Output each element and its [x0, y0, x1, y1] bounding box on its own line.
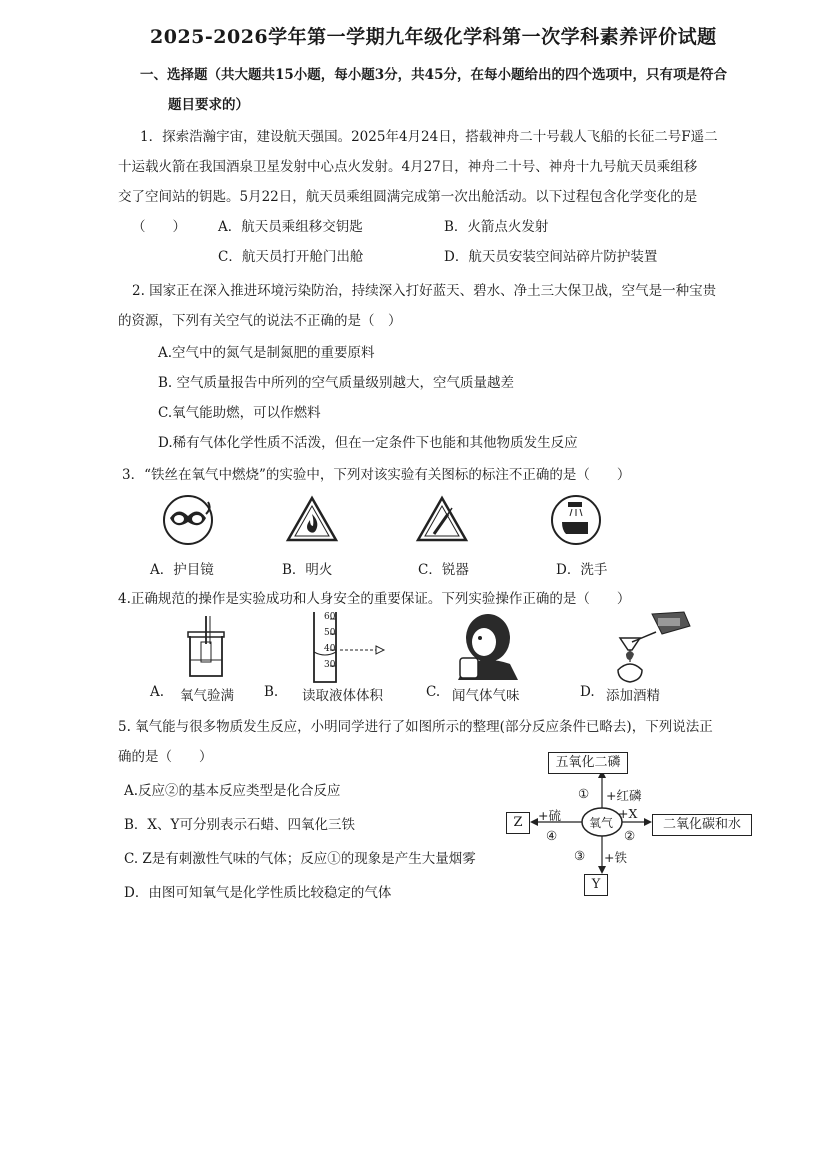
q1-option-d: D．航天员安装空间站碎片防护装置 — [444, 249, 658, 265]
q3-option-d: D．洗手 — [556, 562, 608, 578]
oxygen-test-bottle-icon — [184, 614, 230, 680]
q3-text: 3．“铁丝在氧气中燃烧”的实验中，下列对该实验有关图标的标注不正确的是（ ） — [122, 467, 631, 483]
alcohol-lamp-filling-illustration — [612, 608, 700, 688]
q1-answer-bracket: （ ） — [132, 219, 186, 235]
q4-option-b-letter: B. — [264, 684, 279, 700]
q1-option-a: A．航天员乘组移交钥匙 — [218, 219, 363, 235]
q4-option-a-letter: A. — [150, 684, 165, 700]
diagram-label-sulfur: +硫 — [538, 808, 561, 823]
hand-wash-icon — [548, 494, 604, 546]
q5-option-d: D．由图可知氧气是化学性质比较稳定的气体 — [124, 885, 392, 901]
q5-text-line2: 确的是（ ） — [118, 749, 213, 765]
diagram-label-iron: +铁 — [604, 850, 627, 865]
diagram-box-y: Y — [584, 874, 608, 896]
diagram-label-4: ④ — [546, 828, 558, 843]
q1-text-line3: 交了空间站的钥匙。5月22日，航天员乘组圆满完成第一次出舱活动。以下过程包含化学变化的是 — [118, 189, 698, 205]
q2-option-a: A.空气中的氮气是制氮肥的重要原料 — [158, 345, 375, 361]
q4-option-a-text: 氧气验满 — [180, 688, 234, 704]
diagram-box-co2-water: 二氧化碳和水 — [652, 814, 752, 836]
diagram-label-1: ① — [578, 786, 590, 801]
q1-option-c: C．航天员打开舱门出舱 — [218, 249, 364, 265]
q5-text-line1: 5. 氧气能与很多物质发生反应，小明同学进行了如图所示的整理(部分反应条件已略去)，下列说法正 — [118, 719, 713, 735]
open-flame-icon — [284, 494, 340, 546]
section-header-cont: 题目要求的） — [168, 97, 249, 113]
q4-text: 4.正确规范的操作是实验成功和人身安全的重要保证。下列实验操作正确的是（ ） — [118, 591, 631, 607]
q3-option-b: B．明火 — [282, 562, 333, 578]
q2-text-line1: 2. 国家正在深入推进环境污染防治，持续深入打好蓝天、碧水、净土三大保卫战，空气是一种宝贵 — [132, 283, 717, 299]
page-title: 2025-2026学年第一学期九年级化学科第一次学科素养评价试题 — [150, 26, 717, 48]
q4-option-c-letter: C. — [426, 684, 441, 700]
sharp-object-icon — [414, 494, 470, 546]
q1-option-b: B．火箭点火发射 — [444, 219, 549, 235]
diagram-center-oxygen: 氧气 — [589, 816, 614, 830]
cylinder-tick-40: 40 — [324, 644, 336, 654]
q2-text-line2: 的资源，下列有关空气的说法不正确的是（ ） — [118, 313, 402, 329]
cylinder-tick-50: 50 — [324, 628, 336, 638]
q5-option-a: A.反应②的基本反应类型是化合反应 — [124, 783, 341, 799]
section-header: 一、选择题（共大题共15小题，每小题3分，共45分，在每小题给出的四个选项中，只有项是符合 — [140, 67, 727, 83]
q3-option-a: A．护目镜 — [150, 562, 214, 578]
diagram-label-3: ③ — [574, 848, 586, 863]
diagram-box-z: Z — [506, 812, 530, 834]
q4-option-c-text: 闻气体气味 — [452, 688, 520, 704]
smelling-gas-illustration — [448, 612, 524, 680]
q2-option-c: C.氧气能助燃，可以作燃料 — [158, 405, 321, 421]
cylinder-tick-30: 30 — [324, 660, 336, 670]
q1-text-line1: 1．探索浩瀚宇宙，建设航天强国。2025年4月24日，搭载神舟二十号载人飞船的长征二号F遥二 — [140, 129, 718, 145]
diagram-label-x: +X — [618, 806, 638, 821]
cylinder-tick-60: 60 — [324, 612, 336, 622]
q3-option-c: C．锐器 — [418, 562, 469, 578]
goggles-icon — [160, 494, 216, 546]
q2-option-b: B. 空气质量报告中所列的空气质量级别越大，空气质量越差 — [158, 375, 515, 391]
q4-option-d-letter: D. — [580, 684, 595, 700]
q5-option-c: C. Z是有刺激性气味的气体；反应①的现象是产生大量烟雾 — [124, 851, 476, 867]
diagram-label-2: ② — [624, 828, 636, 843]
measuring-cylinder-icon — [308, 610, 398, 684]
q5-option-b: B．X、Y可分别表示石蜡、四氧化三铁 — [124, 817, 355, 833]
diagram-box-phosphorus-pentoxide: 五氧化二磷 — [548, 752, 628, 774]
diagram-label-red-phosphorus: +红磷 — [606, 788, 642, 803]
q4-option-d-text: 添加酒精 — [606, 688, 660, 704]
q2-option-d: D.稀有气体化学性质不活泼，但在一定条件下也能和其他物质发生反应 — [158, 435, 578, 451]
q4-option-b-text: 读取液体体积 — [302, 688, 383, 704]
q1-text-line2: 十运载火箭在我国酒泉卫星发射中心点火发射。4月27日，神舟二十号、神舟十九号航天员乘组移 — [118, 159, 698, 175]
